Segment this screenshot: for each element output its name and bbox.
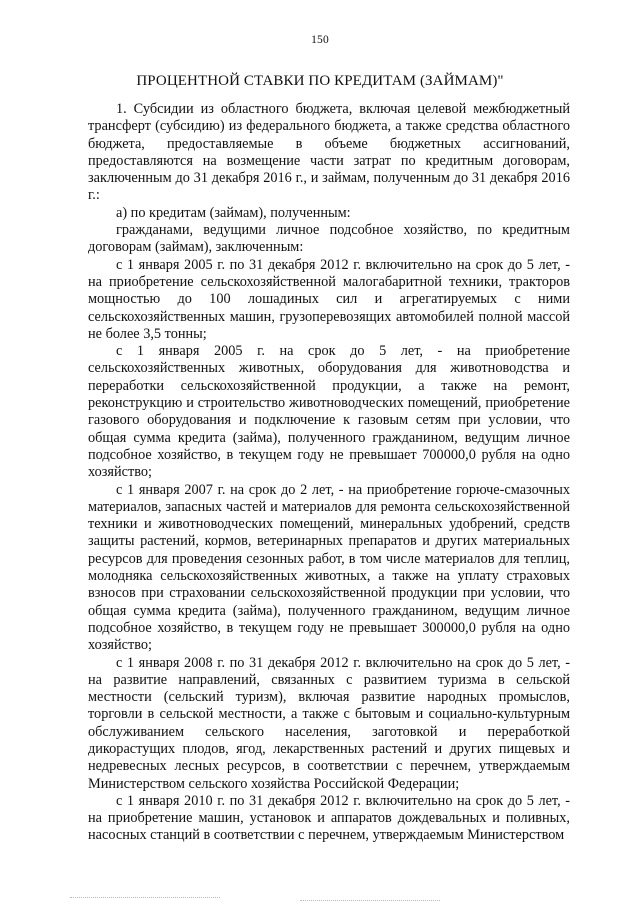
paragraph-2005-machinery: с 1 января 2005 г. по 31 декабря 2012 г. включительно на срок до 5 лет, - на приобретение сельскохозяйственной малогабаритной техники, тракторов мощностью до 100 лошадиных сил и агрегатируемых с ними сельскохозяйственных машин, грузоперевозящих автомобилей полной массой не более 3,5 тонны;: [88, 256, 570, 342]
page-number: 150: [311, 34, 329, 46]
paragraph-item-a: а) по кредитам (займам), полученным:: [116, 204, 351, 221]
paragraph-2008-tourism: с 1 января 2008 г. по 31 декабря 2012 г. включительно на срок до 5 лет, - на развитие направлений, связанных с развитием туризма в сельской местности (сельский туризм), включая развитие народных промыслов, торговли в сельской местности, а также с бытовым и социально-культурным обслуживанием сельского населения, заготовкой и переработкой дикорастущих плодов, ягод, лекарственных растений и других пищевых и недревесных лесных ресурсов, в соответствии с перечнем, утверждаемым Министерством сельского хозяйства Российской Федерации;: [88, 654, 570, 792]
document-body: [88, 101, 570, 845]
paragraph-2007-materials: с 1 января 2007 г. на срок до 2 лет, - на приобретение горюче-смазочных материалов, запасных частей и материалов для ремонта сельскохозяйственной техники и животноводческих помещений, минеральных удобрений, средств защиты растений, кормов, ветеринарных препаратов и других материальных ресурсов для проведения сезонных работ, в том числе материалов для теплиц, молодняка сельскохозяйственных животных, а также на уплату страховых взносов при страховании сельскохозяйственной продукции при условии, что общая сумма кредита (займа), полученного гражданином, ведущим личное подсобное хозяйство, в текущем году не превышает 300000,0 рубля на одно хозяйство;: [88, 481, 570, 654]
paragraph-subsidies: 1. Субсидии из областного бюджета, включая целевой межбюджетный трансферт (субсидию) из федерального бюджета, а также средства областного бюджета, предоставляемые в объеме бюджетных ассигнований, предоставляются на возмещение части затрат по кредитным договорам, заключенным до 31 декабря 2016 г., и займам, полученным до 31 декабря 2016 г.:: [88, 101, 570, 204]
scan-artifact-line: [300, 900, 440, 901]
paragraph-2010-irrigation: с 1 января 2010 г. по 31 декабря 2012 г. включительно на срок до 5 лет, - на приобретение машин, установок и аппаратов дождевальных и поливных, насосных станций в соответствии с перечнем, утверждаемым Министерством: [88, 792, 570, 844]
paragraph-citizens: гражданами, ведущими личное подсобное хозяйство, по кредитным договорам (займам), заключенным:: [88, 222, 570, 256]
scan-artifact-line: [70, 897, 220, 898]
paragraph-2005-livestock: с 1 января 2005 г. на срок до 5 лет, - на приобретение сельскохозяйственных животных, оборудования для животноводства и переработки сельскохозяйственной продукции, а также на ремонт, реконструкцию и строительство животноводческих помещений, приобретение газового оборудования и подключение к газовым сетям при условии, что общая сумма кредита (займа), полученного гражданином, ведущим личное подсобное хозяйство, в текущем году не превышает 700000,0 рубля на одно хозяйство;: [88, 343, 570, 481]
document-title: ПРОЦЕНТНОЙ СТАВКИ ПО КРЕДИТАМ (ЗАЙМАМ)": [136, 73, 504, 89]
